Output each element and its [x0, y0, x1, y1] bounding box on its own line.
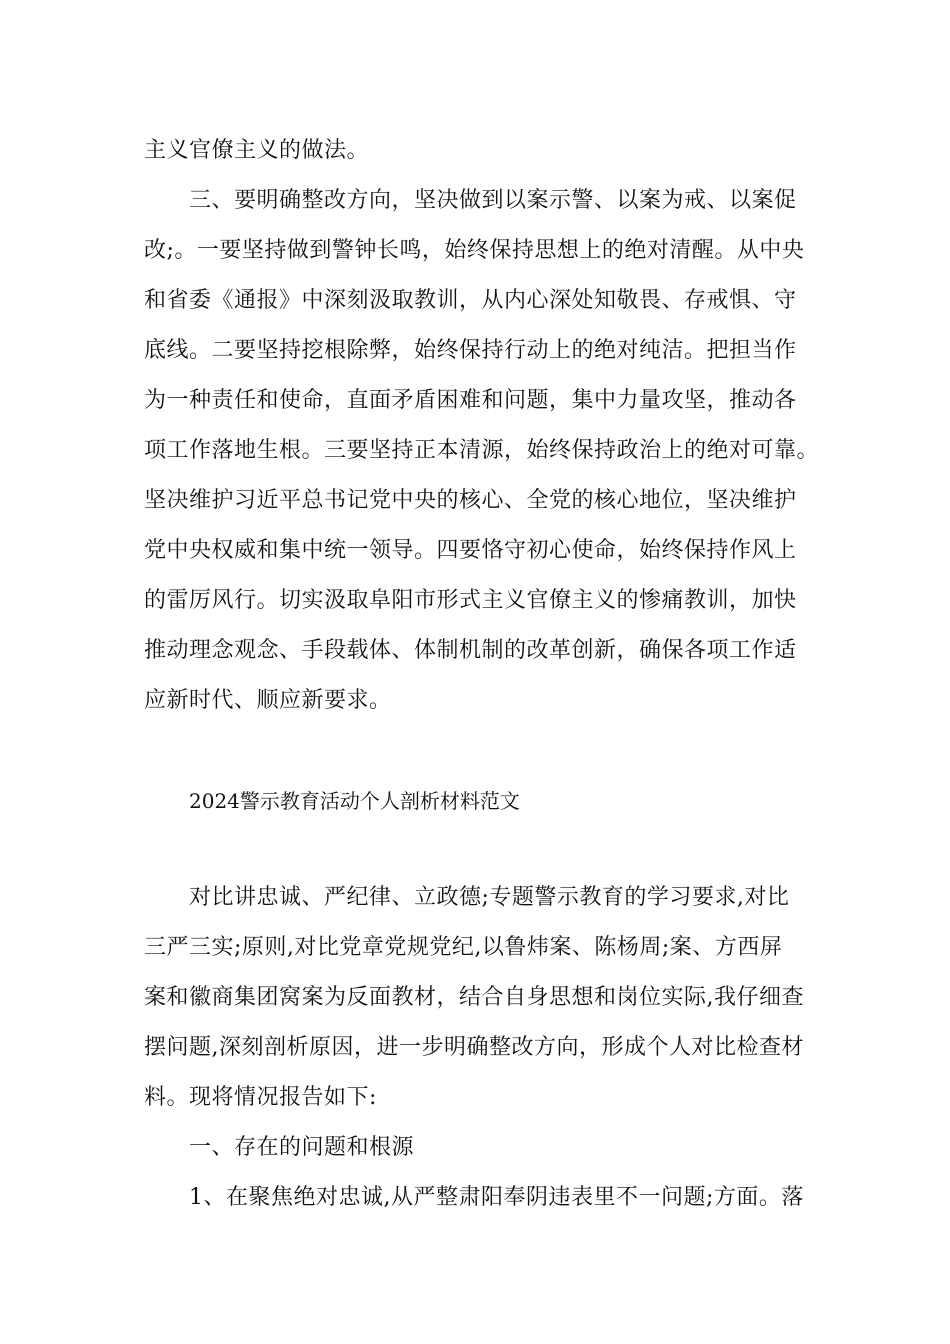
text-line: 对比讲忠诚、严纪律、立政德;专题警示教育的学习要求,对比 [189, 885, 790, 910]
text-line: 料。现将情况报告如下: [144, 1085, 377, 1110]
text-line: 改;。一要坚持做到警钟长鸣，始终保持思想上的绝对清醒。从中央 [144, 238, 805, 263]
text-line: 主义官僚主义的做法。 [144, 138, 370, 163]
text-line: 摆问题,深刻剖析原因，进一步明确整改方向，形成个人对比检查材 [144, 1035, 804, 1060]
text-line: 底线。二要坚持挖根除弊，始终保持行动上的绝对纯洁。把担当作 [144, 338, 797, 363]
text-line: 党中央权威和集中统一领导。四要恪守初心使命，始终保持作风上 [144, 538, 797, 563]
text-line: 坚决维护习近平总书记党中央的核心、全党的核心地位，坚决维护 [144, 488, 797, 513]
text-line: 应新时代、顺应新要求。 [144, 688, 392, 713]
document-title: 2024警示教育活动个人剖析材料范文 [189, 789, 520, 813]
text-line: 三、要明确整改方向，坚决做到以案示警、以案为戒、以案促 [189, 188, 797, 213]
text-line: 案和徽商集团窝案为反面教材，结合自身思想和岗位实际,我仔细查 [144, 985, 804, 1010]
text-line: 三严三实;原则,对比党章党规党纪,以鲁炜案、陈杨周;案、方西屏 [144, 935, 783, 960]
section-heading: 一、存在的问题和根源 [189, 1135, 415, 1160]
text-line: 项工作落地生根。三要坚持正本清源，始终保持政治上的绝对可靠。 [144, 438, 820, 463]
text-line: 推动理念观念、手段载体、体制机制的改革创新，确保各项工作适 [144, 638, 797, 663]
text-line: 为一种责任和使命，直面矛盾困难和问题，集中力量攻坚，推动各 [144, 388, 797, 413]
text-line: 的雷厉风行。切实汲取阜阳市形式主义官僚主义的惨痛教训，加快 [144, 588, 797, 613]
text-line: 和省委《通报》中深刻汲取教训，从内心深处知敬畏、存戒惧、守 [144, 288, 797, 313]
text-line: 1、在聚焦绝对忠诚,从严整肃阳奉阴违表里不一问题;方面。落 [189, 1185, 804, 1210]
